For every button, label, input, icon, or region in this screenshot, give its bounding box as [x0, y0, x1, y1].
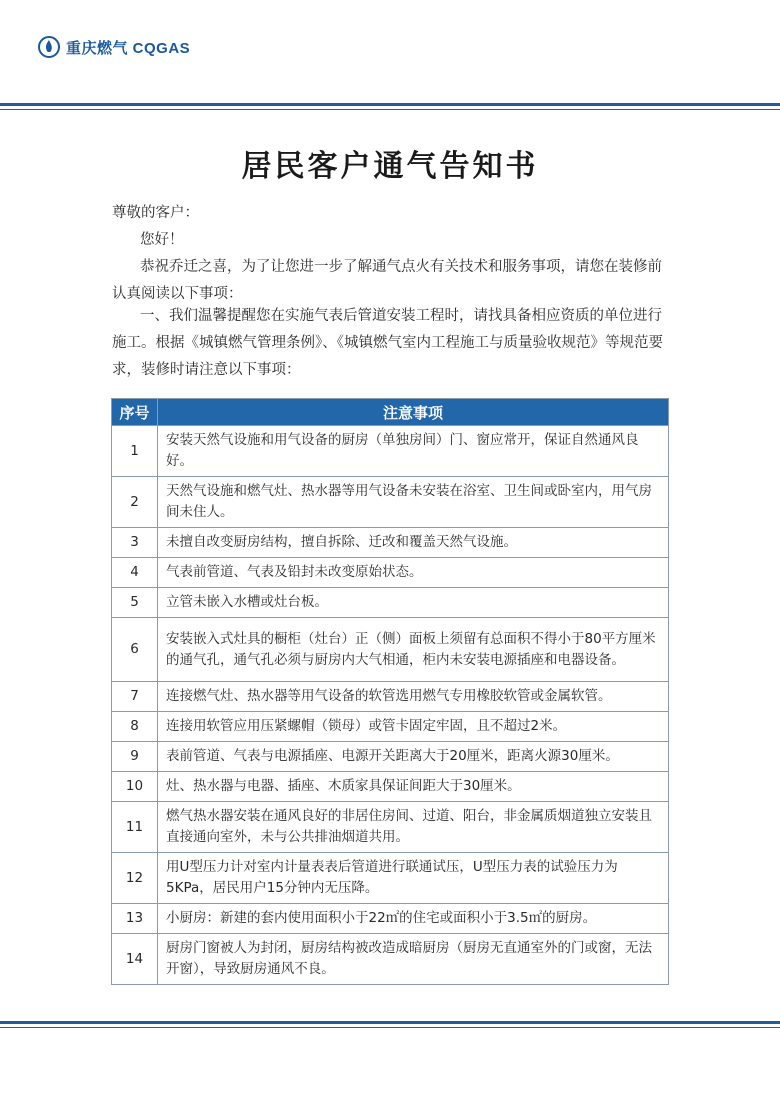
table-row	[112, 742, 669, 772]
row-number: 9	[112, 742, 158, 772]
page-title: 居民客户通气告知书	[241, 149, 539, 184]
table-row	[112, 528, 669, 558]
table-row	[112, 934, 669, 985]
row-notice-text: 表前管道、气表与电源插座、电源开关距离大于20厘米，距离火源30厘米。	[158, 742, 669, 772]
row-notice-text: 灶、热水器与电器、插座、木质家具保证间距大于30厘米。	[158, 772, 669, 802]
row-notice-text: 连接用软管应用压紧螺帽（锁母）或管卡固定牢固，且不超过2米。	[158, 712, 669, 742]
row-notice-text: 燃气热水器安装在通风良好的非居住房间、过道、阳台，非金属质烟道独立安装且直接通向室外，未与公共排油烟道共用。	[158, 802, 669, 853]
header-rule-thin	[0, 109, 780, 110]
table-row	[112, 682, 669, 712]
intro-paragraph: 恭祝乔迁之喜，为了让您进一步了解通气点火有关技术和服务事项，请您在装修前认真阅读以下事项：	[112, 259, 662, 302]
footer-rule-thick	[0, 1021, 780, 1024]
row-notice-text: 厨房门窗被人为封闭，厨房结构被改造成暗厨房（厨房无直通室外的门或窗，无法开窗），导致厨房通风不良。	[158, 934, 669, 985]
table-row	[112, 853, 669, 904]
column-header-notice: 注意事项	[158, 399, 669, 426]
row-notice-text: 气表前管道、气表及铅封未改变原始状态。	[158, 558, 669, 588]
table-row	[112, 772, 669, 802]
row-number: 5	[112, 588, 158, 618]
row-number: 12	[112, 853, 158, 904]
row-notice-text: 立管未嵌入水槽或灶台板。	[158, 588, 669, 618]
row-number: 2	[112, 477, 158, 528]
row-notice-text: 连接燃气灶、热水器等用气设备的软管选用燃气专用橡胶软管或金属软管。	[158, 682, 669, 712]
row-notice-text: 安装天然气设施和用气设备的厨房（单独房间）门、窗应常开，保证自然通风良好。	[158, 426, 669, 477]
table-row	[112, 712, 669, 742]
table-body	[112, 426, 669, 985]
row-notice-text: 未擅自改变厨房结构，擅自拆除、迁改和覆盖天然气设施。	[158, 528, 669, 558]
table-row	[112, 558, 669, 588]
table-row	[112, 618, 669, 682]
row-number: 13	[112, 904, 158, 934]
row-number: 3	[112, 528, 158, 558]
table-row	[112, 426, 669, 477]
row-number: 11	[112, 802, 158, 853]
salutation: 您好！	[140, 232, 184, 248]
row-notice-text: 安装嵌入式灶具的橱柜（灶台）正（侧）面板上须留有总面积不得小于80平方厘米的通气孔，通气孔必须与厨房内大气相通，柜内未安装电源插座和电器设备。	[158, 618, 669, 682]
row-number: 10	[112, 772, 158, 802]
row-number: 7	[112, 682, 158, 712]
row-notice-text: 小厨房：新建的套内使用面积小于22㎡的住宅或面积小于3.5㎡的厨房。	[158, 904, 669, 934]
flame-logo-icon	[38, 36, 60, 58]
section-1-paragraph: 一、我们温馨提醒您在实施气表后管道安装工程时，请找具备相应资质的单位进行施工。根据《城镇燃气管理条例》、《城镇燃气室内工程施工与质量验收规范》等规范要求，装修时请注意以下事项：	[112, 308, 663, 378]
row-number: 6	[112, 618, 158, 682]
row-number: 14	[112, 934, 158, 985]
logo-text: 重庆燃气 CQGAS	[66, 39, 191, 57]
table-header-row	[112, 399, 669, 426]
table-row	[112, 588, 669, 618]
table-row	[112, 904, 669, 934]
greeting: 尊敬的客户：	[112, 205, 199, 221]
table-row	[112, 802, 669, 853]
row-notice-text: 用U型压力计对室内计量表表后管道进行联通试压，U型压力表的试验压力为5KPa，居民用户15分钟内无压降。	[158, 853, 669, 904]
header-rule-thick	[0, 103, 780, 106]
row-number: 1	[112, 426, 158, 477]
company-logo	[38, 36, 190, 58]
column-header-number: 序号	[112, 399, 158, 426]
row-number: 4	[112, 558, 158, 588]
row-notice-text: 天然气设施和燃气灶、热水器等用气设备未安装在浴室、卫生间或卧室内，用气房间未住人。	[158, 477, 669, 528]
notice-table	[111, 398, 669, 985]
footer-rule-thin	[0, 1027, 780, 1028]
table-row	[112, 477, 669, 528]
row-number: 8	[112, 712, 158, 742]
